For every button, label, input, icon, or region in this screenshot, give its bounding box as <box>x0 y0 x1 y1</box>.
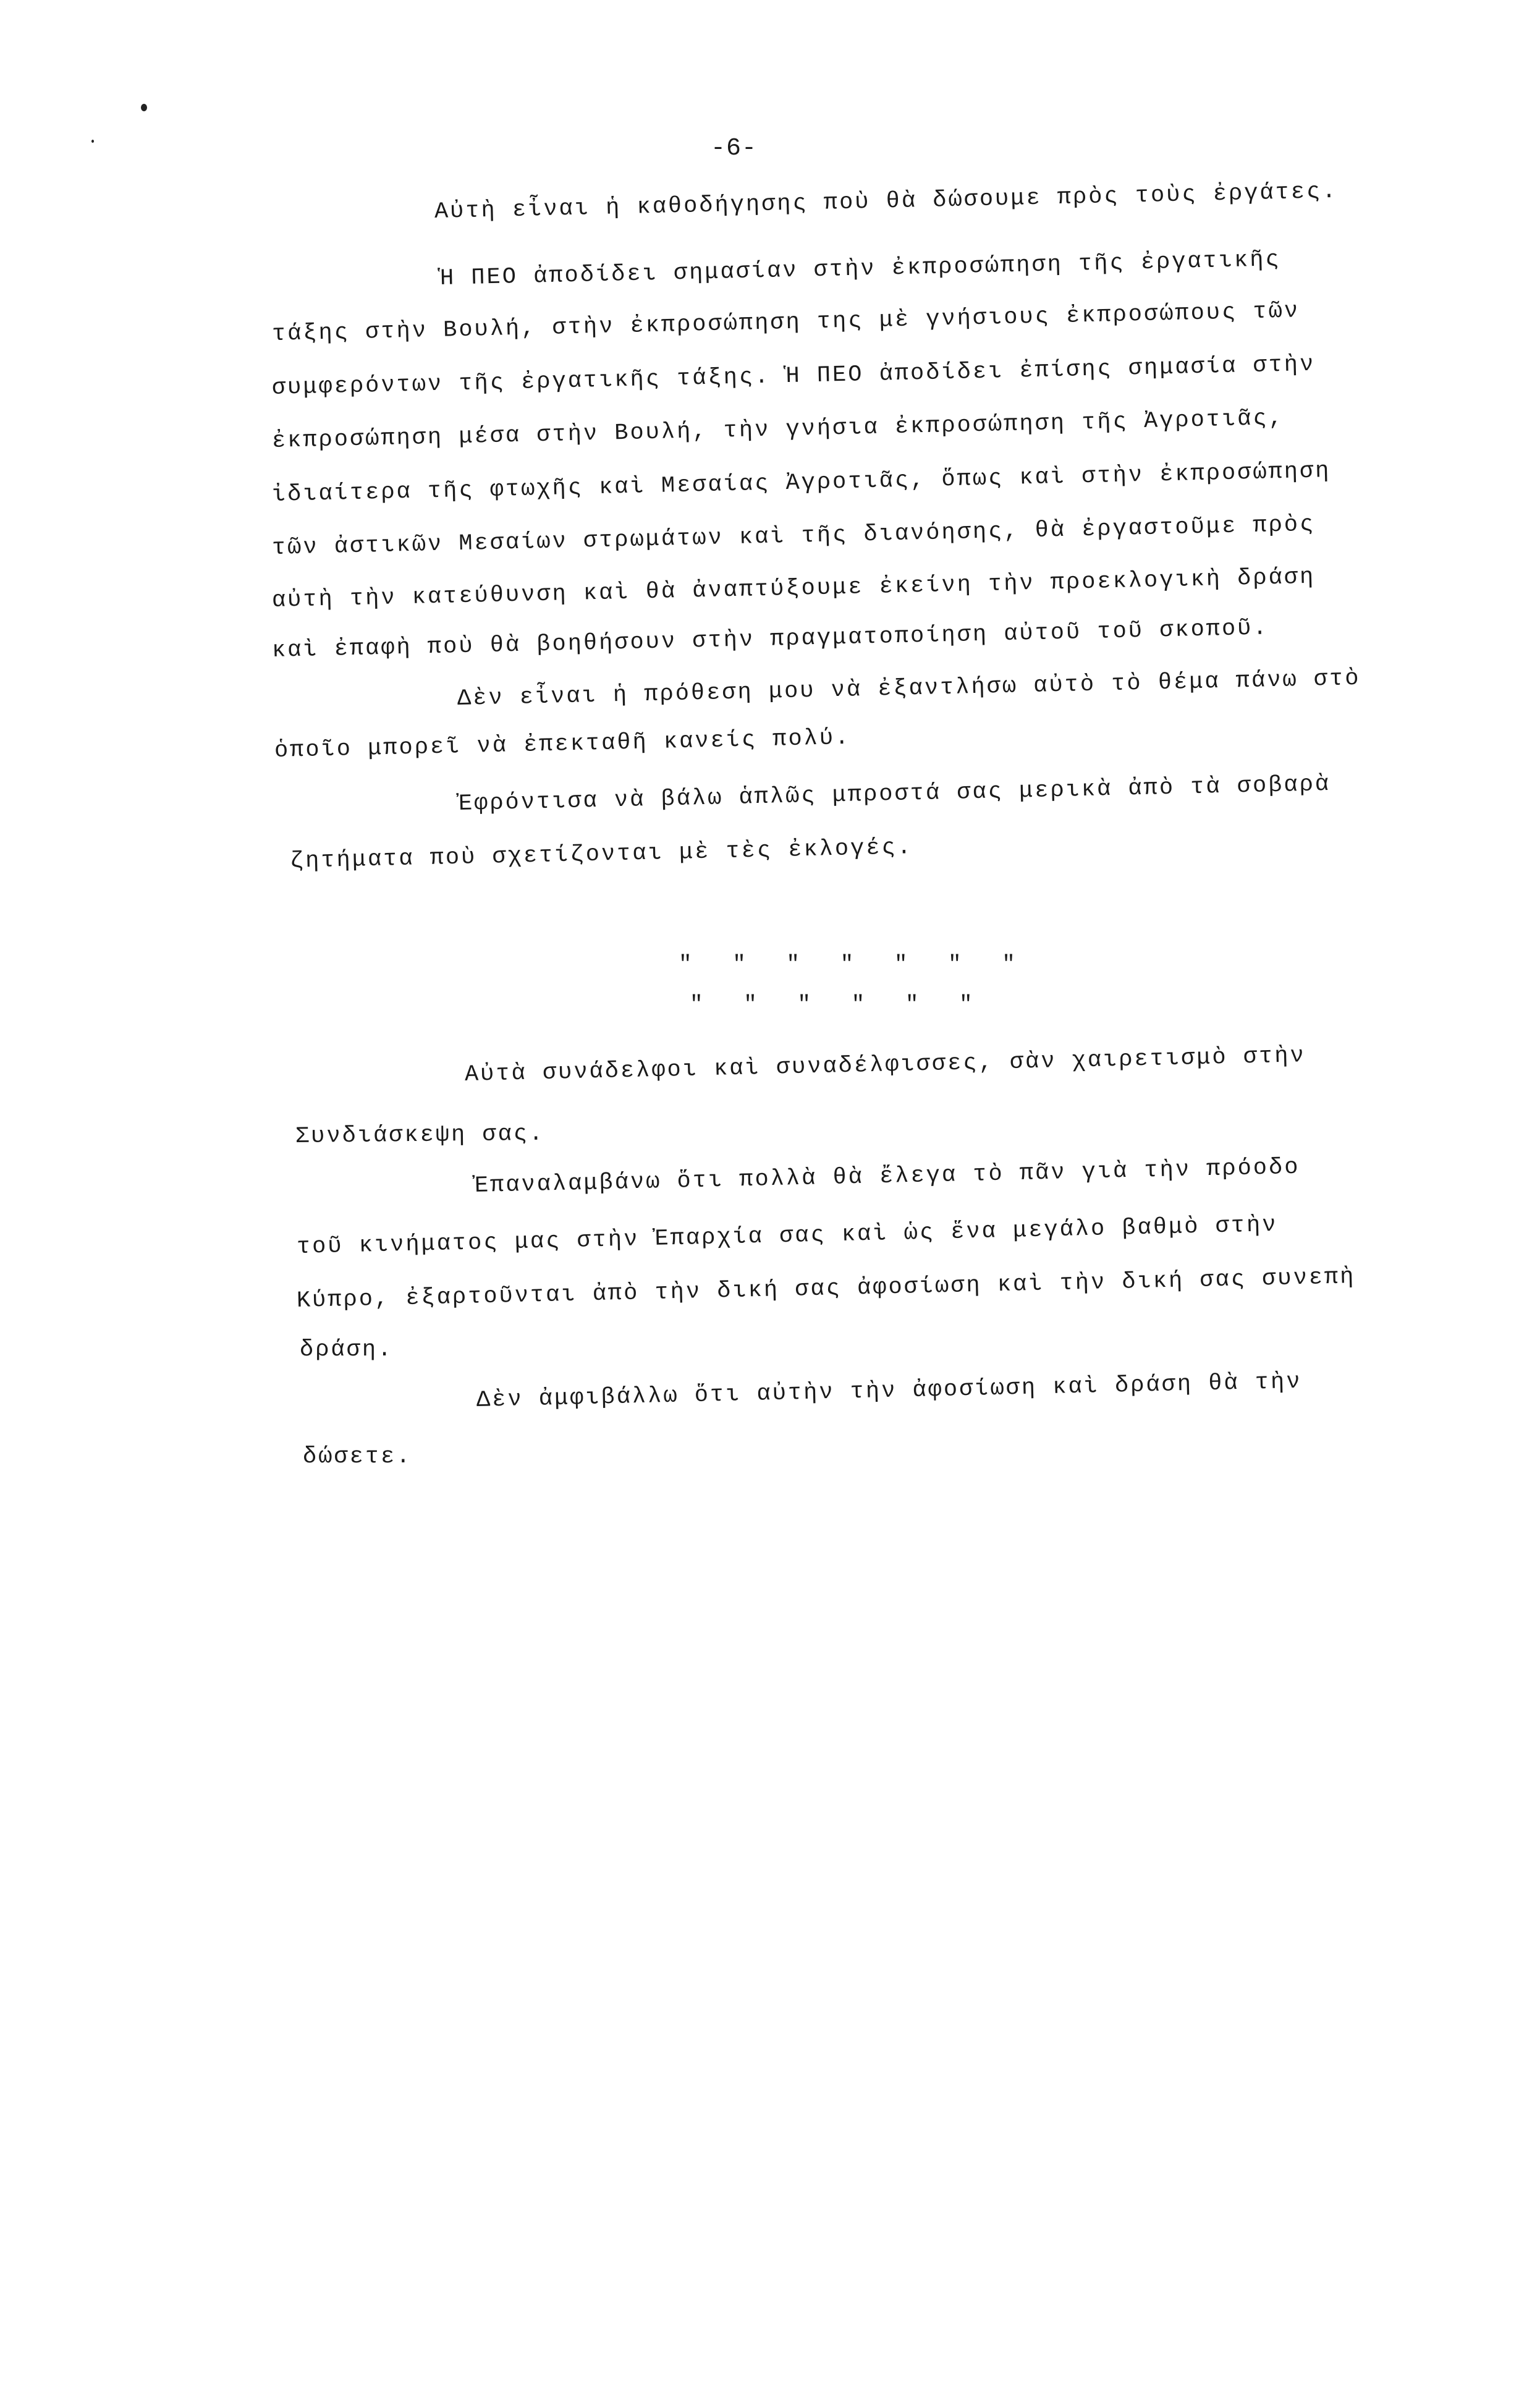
text-line: τῶν ἀστικῶν Μεσαίων στρωμάτων καὶ τῆς διανόησης, θὰ ἐργαστοῦμε πρὸς <box>271 511 1316 561</box>
text-line: αὐτὴ τὴν κατεύθυνση καὶ θὰ ἀναπτύξουμε ἐκείνη τὴν προεκλογικὴ δράση <box>271 564 1316 614</box>
separator-marks: " " " " " " <box>690 992 986 1017</box>
text-line: Δὲν εἶναι ἡ πρόθεση μου νὰ ἐξαντλήσω αὐτὸ τὸ θέμα πάνω στὸ <box>457 665 1361 712</box>
text-line: Κύπρο, ἐξαρτοῦνται ἀπὸ τὴν δική σας ἀφοσίωση καὶ τὴν δική σας συνεπὴ <box>296 1264 1356 1314</box>
text-line: δράση. <box>300 1337 394 1363</box>
scan-speck <box>141 104 147 111</box>
text-line: τάξης στὴν Βουλή, στὴν ἐκπροσώπηση της μὲ γνήσιους ἐκπροσώπους τῶν <box>271 298 1300 347</box>
page-number: -6- <box>711 135 758 163</box>
text-line: δώσετε. <box>303 1444 412 1470</box>
text-line: Συνδιάσκεψη σας. <box>295 1121 545 1150</box>
text-line: τοῦ κινήματος μας στὴν Ἐπαρχία σας καὶ ὡς ἕνα μεγάλο βαθμὸ στὴν <box>296 1211 1278 1260</box>
text-line: ἰδιαίτερα τῆς φτωχῆς καὶ Μεσαίας Ἀγροτιᾶς, ὅπως καὶ στὴν ἐκπροσώπηση <box>271 458 1331 508</box>
text-line: Αὐτὴ εἶναι ἡ καθοδήγησης ποὺ θὰ δώσουμε πρὸς τοὺς ἐργάτες. <box>434 178 1338 225</box>
text-line: ζητήματα ποὺ σχετίζονται μὲ τὲς ἐκλογές. <box>289 834 913 875</box>
text-line: Αὐτὰ συνάδελφοι καὶ συναδέλφισσες, σὰν χαιρετισμὸ στὴν <box>464 1043 1306 1088</box>
text-line: Δὲν ἀμφιβάλλω ὅτι αὐτὴν τὴν ἀφοσίωση καὶ δράση θὰ τὴν <box>476 1368 1302 1414</box>
text-line: ὁποῖο μπορεῖ νὰ ἐπεκταθῆ κανείς πολύ. <box>274 724 851 764</box>
text-line: Ἡ ΠΕΟ ἀποδίδει σημασίαν στὴν ἐκπροσώπηση τῆς ἐργατικῆς <box>439 247 1282 292</box>
separator-marks: " " " " " " " <box>679 952 1029 977</box>
text-line: συμφερόντων τῆς ἐργατικῆς τάξης. Ἡ ΠΕΟ ἀποδίδει ἐπίσης σημασία στὴν <box>271 351 1316 401</box>
text-line: καὶ ἐπαφὴ ποὺ θὰ βοηθήσουν στὴν πραγματοποίηση αὐτοῦ τοῦ σκοποῦ. <box>271 615 1269 664</box>
text-line: Ἐφρόντισα νὰ βάλω ἁπλῶς μπροστά σας μερικὰ ἀπὸ τὰ σοβαρὰ <box>458 771 1331 817</box>
scan-speck <box>91 140 94 143</box>
text-line: ἐκπροσώπηση μέσα στὴν Βουλή, τὴν γνήσια ἐκπροσώπηση τῆς Ἀγροτιᾶς, <box>271 405 1285 454</box>
text-line: Ἐπαναλαμβάνω ὅτι πολλὰ θὰ ἔλεγα τὸ πᾶν γιὰ τὴν πρόοδο <box>474 1154 1300 1199</box>
